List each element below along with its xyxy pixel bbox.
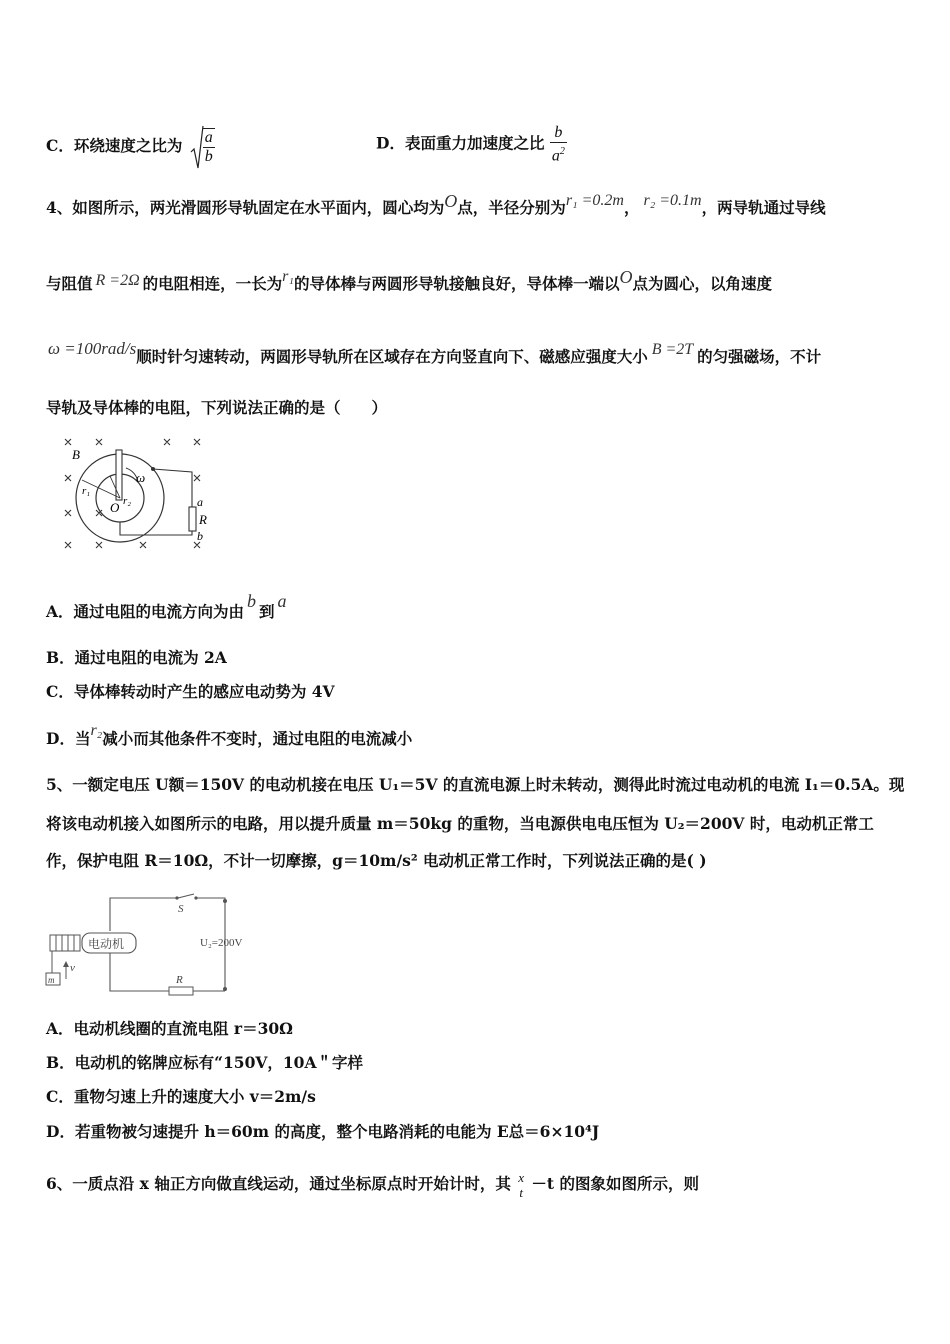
fig-label-r: R (176, 974, 183, 986)
resistor (189, 507, 196, 531)
q4-stem-line4: 导轨及导体棒的电阻，下列说法正确的是（ ） (46, 398, 388, 417)
fig-label-m: m (48, 975, 55, 985)
q5-option-a: A．电动机线圈的直流电阻 r＝30Ω (46, 1019, 293, 1038)
fig-label-r2: r₂ (123, 495, 132, 507)
wire-bottom (110, 953, 169, 991)
fig-label-r: R (199, 512, 207, 527)
fig-label-omega: ω (136, 470, 146, 485)
q5-stem-line1: 5、一额定电压 U额＝150V 的电动机接在电压 U₁＝5V 的直流电源上时未转动，测得此时流过电动机的电流 I₁＝0.5A。现 (46, 775, 905, 794)
sqrt-symbol (190, 124, 204, 170)
q4-option-a: A．通过电阻的电流方向为由b到a (46, 591, 287, 621)
wire-top (153, 469, 192, 507)
q5-stem-line3: 作，保护电阻 R＝10Ω，不计一切摩擦，g＝10m/s² 电动机正常工作时，下列说法正确的是( ) (46, 851, 707, 870)
q4-circuit-figure (56, 432, 226, 562)
fig-label-b: b (197, 529, 203, 543)
fig-label-o: O (110, 500, 120, 515)
switch-s (178, 894, 194, 898)
q5-circuit-figure (44, 893, 254, 999)
fig-label-r1: r₁ (82, 485, 91, 497)
coil-drum (50, 935, 80, 951)
q4-stem-line3: ω =100rad/s顺时针匀速转动，两圆形导轨所在区域存在方向竖直向下、磁感应强度大小 B =2T 的匀强磁场，不计 (48, 339, 822, 366)
q3-option-d: D．表面重力加速度之比 $\frac{b}{a^2}$ (376, 124, 565, 165)
q5-option-d: D．若重物被匀速提升 h＝60m 的高度，整个电路消耗的电能为 E总＝6×10⁴J (46, 1122, 600, 1141)
q3-option-c: C．环绕速度之比为 $\frac{a}{b}$ (46, 124, 215, 170)
q4-option-d: D．当r₂减小而其他条件不变时，通过电阻的电流减小 (46, 722, 413, 748)
fig-label-a: a (197, 495, 203, 509)
q5-stem-line2: 将该电动机接入如图所示的电路，用以提升质量 m＝50kg 的重物，当电源供电电压恒为 U₂＝200V 时，电动机正常工 (46, 814, 874, 833)
q4-option-b: B．通过电阻的电流为 2A (46, 648, 227, 667)
fig-label-b-field: B (72, 447, 80, 462)
fig-label-s: S (178, 903, 184, 915)
q4-option-c: C．导体棒转动时产生的感应电动势为 4V (46, 682, 335, 701)
conductor-rod (116, 450, 122, 500)
fig-label-v: v (70, 962, 75, 974)
q4-stem-line2: 与阻值 R =2Ω 的电阻相连，一长为r₁的导体棒与两圆形导轨接触良好，导体棒一端以O点为圆心，以角速度 (46, 267, 772, 293)
fig-label-motor: 电动机 (88, 937, 125, 951)
fig-label-u2: U₂=200V (200, 937, 243, 949)
q6-stem-line1: 6、一质点沿 x 轴正方向做直线运动，通过坐标原点时开始计时，其 x t －t 的图象如图所示，则 (46, 1170, 699, 1200)
resistor-r (169, 987, 193, 995)
q5-option-c: C．重物匀速上升的速度大小 v＝2m/s (46, 1087, 316, 1106)
wire-top (110, 898, 176, 931)
q5-option-b: B．电动机的铭牌应标有“150V，10A＂字样 (46, 1053, 363, 1072)
q4-stem-line1: 4、如图所示，两光滑圆形导轨固定在水平面内，圆心均为O点，半径分别为r₁ =0.2m， r₂ =0.1m，两导轨通过导线 (46, 191, 826, 217)
